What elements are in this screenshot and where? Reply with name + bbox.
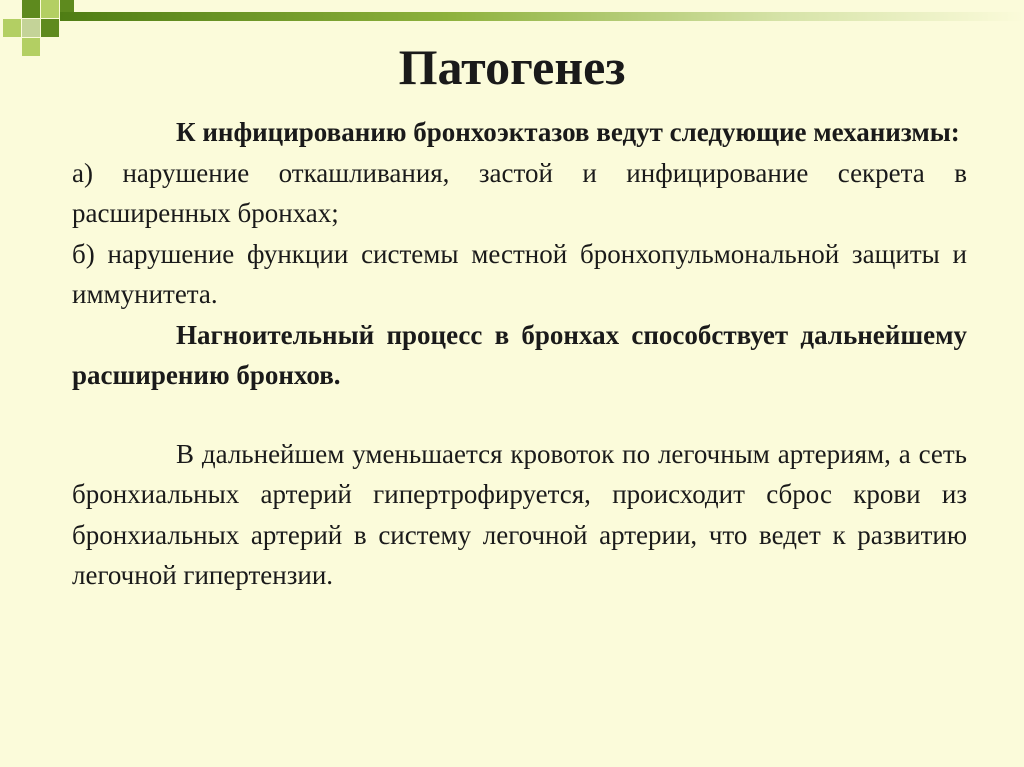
paragraph-hemodynamics: В дальнейшем уменьшается кровоток по легочным артериям, а сеть бронхиальных артерий гипертрофируется, происходит сброс крови из бронхиальных артерий в систему легочной артерии, что ведет к развитию легочной гипертензии. [72, 438, 967, 590]
decor-square [22, 0, 40, 18]
decor-square [60, 0, 74, 12]
decor-gradient-bar [60, 12, 1024, 21]
decor-square [41, 0, 59, 18]
slide-title: Патогенез [398, 39, 626, 95]
spacer [72, 396, 967, 434]
paragraph-item-b: б) нарушение функции системы местной бронхопульмональной защиты и иммунитета. [72, 238, 967, 309]
slide-body [72, 112, 967, 596]
paragraph-intro: К инфицированию бронхоэктазов ведут следующие механизмы: [176, 117, 960, 147]
paragraph-conclusion: Нагноительный процесс в бронхах способствует дальнейшему расширению бронхов. [72, 319, 967, 390]
paragraph-item-a: а) нарушение откашливания, застой и инфицирование секрета в расширенных бронхах; [72, 157, 967, 228]
